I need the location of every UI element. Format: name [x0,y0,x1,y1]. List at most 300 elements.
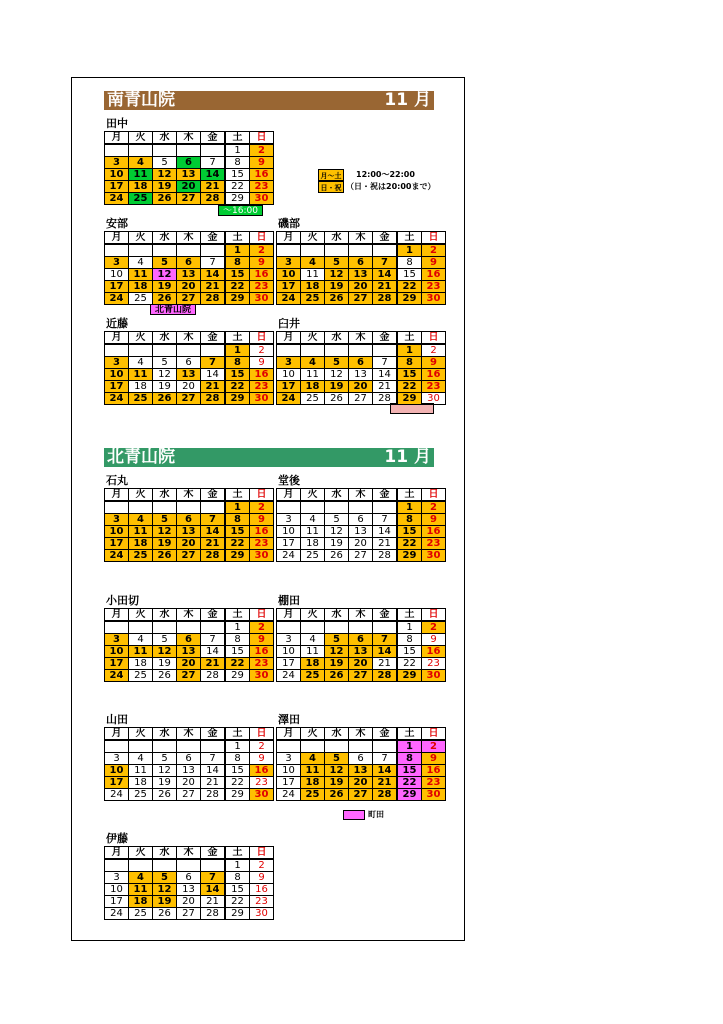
day-cell: 12 [325,765,349,777]
day-cell: 6 [177,634,201,646]
day-cell: 26 [325,789,349,801]
day-cell: 9 [422,634,446,646]
day-cell: 5 [153,872,177,884]
day-cell: 1 [225,740,250,753]
day-cell: 24 [105,293,129,305]
day-cell: 6 [177,357,201,369]
day-cell: 14 [201,169,226,181]
week-row [277,621,446,634]
weekday-header: 火 [301,728,325,741]
weekday-header: 日 [250,728,274,741]
calendar-odagiri [104,608,274,682]
day-cell [301,244,325,257]
day-cell: 28 [201,789,226,801]
day-cell: 21 [201,658,226,670]
weekday-header-row [105,728,274,741]
day-cell: 7 [373,357,398,369]
day-cell: 5 [325,753,349,765]
day-cell: 14 [201,884,226,896]
weekday-header: 土 [397,728,422,741]
day-cell: 26 [325,393,349,405]
day-cell: 12 [153,169,177,181]
day-cell [373,244,398,257]
weekday-header-row [277,728,446,741]
weekday-header-row [105,132,274,145]
day-cell: 1 [397,344,422,357]
day-cell: 22 [225,281,250,293]
day-cell: 2 [250,344,274,357]
weekday-header-row [105,332,274,345]
day-cell: 28 [373,789,398,801]
weekday-header-row [105,232,274,245]
doctor-name: 石丸 [106,474,128,487]
day-cell: 6 [177,753,201,765]
week-row [105,872,274,884]
day-cell: 3 [277,257,301,269]
day-cell: 30 [250,393,274,405]
day-cell: 3 [105,357,129,369]
day-cell: 4 [129,357,153,369]
day-cell: 3 [105,872,129,884]
day-cell: 10 [105,269,129,281]
day-cell: 8 [397,753,422,765]
weekday-header-row [105,847,274,860]
day-cell: 5 [153,753,177,765]
day-cell: 27 [349,393,373,405]
weekday-header: 土 [225,332,250,345]
week-row [277,257,446,269]
day-cell: 6 [349,357,373,369]
day-cell [301,501,325,514]
week-row [277,357,446,369]
day-cell: 26 [153,789,177,801]
day-cell: 7 [201,357,226,369]
day-cell: 12 [153,765,177,777]
weekday-header-row [277,232,446,245]
weekday-header: 水 [325,728,349,741]
day-cell: 7 [201,872,226,884]
day-cell: 24 [277,670,301,682]
day-cell [349,740,373,753]
week-row [105,269,274,281]
day-cell: 3 [277,514,301,526]
calendar-table [276,231,446,305]
day-cell: 13 [177,269,201,281]
calendar-ishimaru [104,488,274,562]
calendar-table [104,846,274,920]
day-cell: 24 [105,908,129,920]
day-cell: 2 [250,859,274,872]
day-cell: 30 [250,908,274,920]
weekday-header: 火 [129,728,153,741]
day-cell: 14 [373,646,398,658]
day-cell: 15 [225,169,250,181]
day-cell: 28 [373,550,398,562]
day-cell [201,344,226,357]
day-cell: 13 [349,765,373,777]
day-cell: 12 [153,369,177,381]
day-cell [201,244,226,257]
weekday-header: 木 [349,332,373,345]
day-cell: 12 [325,369,349,381]
calendar-dougo [276,488,446,562]
day-cell: 10 [105,765,129,777]
day-cell: 5 [325,514,349,526]
day-cell: 10 [277,646,301,658]
day-cell: 19 [325,777,349,789]
day-cell [277,621,301,634]
day-cell: 11 [301,526,325,538]
weekday-header: 日 [422,332,446,345]
day-cell: 4 [301,357,325,369]
weekday-header: 土 [225,232,250,245]
day-cell: 13 [177,884,201,896]
day-cell: 11 [129,884,153,896]
day-cell: 25 [129,193,153,205]
day-cell: 20 [177,777,201,789]
day-cell: 9 [250,357,274,369]
day-cell: 12 [325,646,349,658]
day-cell: 1 [225,621,250,634]
day-cell: 26 [153,393,177,405]
weekday-header: 水 [153,232,177,245]
weekday-header: 月 [105,847,129,860]
day-cell: 29 [225,908,250,920]
day-cell: 16 [422,646,446,658]
weekday-header: 火 [129,489,153,502]
calendar-tanada [276,608,446,682]
weekday-header: 水 [153,489,177,502]
calendar-ito [104,846,274,920]
weekday-header: 金 [373,232,398,245]
day-cell: 1 [397,621,422,634]
week-row [105,526,274,538]
day-cell: 24 [277,293,301,305]
day-cell: 23 [422,777,446,789]
day-cell: 14 [373,369,398,381]
day-cell [177,740,201,753]
week-row [105,550,274,562]
day-cell [153,501,177,514]
day-cell: 21 [201,281,226,293]
weekday-header: 日 [250,332,274,345]
week-row [277,670,446,682]
weekday-header: 日 [422,232,446,245]
doctor-name: 磯部 [278,217,300,230]
day-cell: 26 [325,670,349,682]
day-cell: 16 [422,526,446,538]
day-cell: 7 [201,514,226,526]
week-row [277,344,446,357]
day-cell: 20 [177,281,201,293]
week-row [277,538,446,550]
day-cell: 1 [225,244,250,257]
day-cell: 9 [250,157,274,169]
day-cell: 3 [105,514,129,526]
day-cell: 20 [349,777,373,789]
day-cell: 15 [397,646,422,658]
weekday-header: 木 [177,489,201,502]
day-cell: 14 [373,765,398,777]
day-cell: 9 [250,257,274,269]
day-cell: 19 [325,381,349,393]
day-cell: 23 [250,181,274,193]
day-cell: 10 [277,526,301,538]
day-cell: 22 [397,538,422,550]
weekday-header: 金 [373,728,398,741]
day-cell: 26 [153,193,177,205]
day-cell: 22 [225,181,250,193]
day-cell: 15 [225,884,250,896]
day-cell: 11 [129,269,153,281]
week-row [277,550,446,562]
day-cell: 28 [201,908,226,920]
day-cell [349,621,373,634]
day-cell: 2 [422,344,446,357]
day-cell: 20 [349,538,373,550]
day-cell: 27 [349,670,373,682]
banner-minami-aoyama [104,91,434,110]
day-cell: 19 [325,538,349,550]
day-cell: 25 [129,293,153,305]
week-row [105,381,274,393]
week-row [105,740,274,753]
calendar-table [104,331,274,405]
day-cell: 16 [422,369,446,381]
day-cell: 6 [349,257,373,269]
weekday-header: 火 [301,609,325,622]
day-cell: 1 [397,740,422,753]
weekday-header: 金 [373,332,398,345]
day-cell: 22 [397,658,422,670]
day-cell: 16 [250,169,274,181]
day-cell: 15 [225,269,250,281]
weekday-header: 金 [201,332,226,345]
day-cell: 25 [129,908,153,920]
day-cell: 6 [349,634,373,646]
day-cell: 29 [397,670,422,682]
day-cell: 11 [129,526,153,538]
day-cell: 25 [301,670,325,682]
day-cell: 5 [153,357,177,369]
day-cell: 30 [250,293,274,305]
day-cell [177,621,201,634]
day-cell: 10 [277,269,301,281]
weekday-header: 月 [277,609,301,622]
weekday-header: 木 [177,132,201,145]
day-cell: 3 [105,257,129,269]
day-cell: 24 [105,670,129,682]
day-cell: 19 [153,538,177,550]
weekday-header: 火 [129,132,153,145]
day-cell: 30 [422,789,446,801]
day-cell: 28 [373,670,398,682]
day-cell: 2 [422,621,446,634]
day-cell: 29 [397,293,422,305]
week-row [277,501,446,514]
weekday-header: 水 [153,132,177,145]
day-cell: 16 [250,369,274,381]
day-cell: 21 [201,381,226,393]
day-cell: 23 [250,538,274,550]
doctor-name: 山田 [106,713,128,726]
day-cell: 25 [301,293,325,305]
day-cell: 6 [349,514,373,526]
day-cell: 30 [250,789,274,801]
day-cell: 9 [422,514,446,526]
day-cell: 16 [422,269,446,281]
day-cell: 15 [397,526,422,538]
day-cell: 12 [325,269,349,281]
day-cell: 7 [201,753,226,765]
week-row [277,269,446,281]
day-cell: 25 [301,550,325,562]
day-cell: 16 [250,646,274,658]
day-cell: 30 [422,670,446,682]
day-cell: 17 [105,658,129,670]
day-cell [325,344,349,357]
day-cell: 28 [373,393,398,405]
day-cell: 28 [201,293,226,305]
day-cell [373,344,398,357]
day-cell: 7 [373,634,398,646]
day-cell: 20 [177,538,201,550]
legend-weekday-swatch: 月～土 [318,169,344,181]
day-cell: 26 [153,293,177,305]
week-row [105,281,274,293]
day-cell: 13 [177,526,201,538]
day-cell: 14 [373,526,398,538]
day-cell: 19 [325,281,349,293]
weekday-header: 日 [422,489,446,502]
calendar-sawada [276,727,446,801]
weekday-header-row [277,489,446,502]
day-cell: 16 [250,884,274,896]
day-cell: 23 [250,281,274,293]
weekday-header: 金 [373,489,398,502]
doctor-name: 堂後 [278,474,300,487]
day-cell: 18 [301,658,325,670]
day-cell: 14 [201,269,226,281]
day-cell [349,501,373,514]
day-cell: 22 [397,777,422,789]
day-cell: 24 [105,789,129,801]
day-cell [105,859,129,872]
day-cell: 3 [277,357,301,369]
day-cell: 19 [153,658,177,670]
weekday-header: 土 [397,489,422,502]
day-cell: 25 [301,393,325,405]
week-row [105,859,274,872]
day-cell: 18 [129,181,153,193]
day-cell [105,501,129,514]
day-cell: 29 [225,293,250,305]
day-cell [301,344,325,357]
weekday-header: 日 [250,847,274,860]
week-row [105,658,274,670]
weekday-header: 日 [250,232,274,245]
week-row [105,157,274,169]
day-cell: 4 [301,634,325,646]
week-row [105,169,274,181]
day-cell: 26 [325,550,349,562]
day-cell: 17 [105,381,129,393]
day-cell [129,144,153,157]
weekday-header: 木 [349,609,373,622]
day-cell: 6 [177,257,201,269]
day-cell: 29 [397,789,422,801]
weekday-header: 日 [422,728,446,741]
day-cell: 29 [225,550,250,562]
banner-kita-aoyama [104,448,434,467]
week-row [277,634,446,646]
day-cell: 12 [153,269,177,281]
day-cell: 26 [325,293,349,305]
day-cell: 19 [153,281,177,293]
banner-title: 南青山院 [107,90,175,110]
day-cell: 10 [277,765,301,777]
doctor-name: 伊藤 [106,832,128,845]
calendar-table [276,727,446,801]
day-cell: 15 [397,369,422,381]
week-row [105,501,274,514]
weekday-header: 月 [277,728,301,741]
day-cell: 18 [129,381,153,393]
weekday-header: 土 [225,489,250,502]
day-cell: 1 [397,244,422,257]
day-cell: 2 [422,740,446,753]
day-cell: 17 [277,281,301,293]
legend-weekday-hours: 12:00～22:00 [356,170,415,179]
day-cell: 30 [250,193,274,205]
calendar-tanaka [104,131,274,205]
day-cell: 18 [129,777,153,789]
day-cell: 15 [397,765,422,777]
day-cell: 1 [397,501,422,514]
week-row [277,369,446,381]
day-cell: 23 [422,658,446,670]
day-cell: 15 [225,646,250,658]
day-cell: 26 [153,550,177,562]
weekday-header: 火 [129,609,153,622]
day-cell: 29 [225,393,250,405]
day-cell: 2 [250,501,274,514]
day-cell: 4 [129,634,153,646]
day-cell: 16 [250,269,274,281]
day-cell: 28 [201,550,226,562]
day-cell: 8 [397,634,422,646]
day-cell [129,740,153,753]
day-cell: 17 [105,896,129,908]
day-cell [105,144,129,157]
day-cell: 11 [301,646,325,658]
day-cell: 11 [301,765,325,777]
day-cell: 16 [250,765,274,777]
day-cell: 5 [325,257,349,269]
day-cell: 12 [153,646,177,658]
day-cell: 8 [225,634,250,646]
week-row [105,896,274,908]
day-cell: 13 [177,765,201,777]
day-cell: 27 [177,393,201,405]
day-cell: 4 [301,514,325,526]
weekday-header: 木 [177,332,201,345]
day-cell [177,501,201,514]
day-cell: 24 [105,193,129,205]
day-cell: 23 [250,777,274,789]
day-cell [153,144,177,157]
day-cell: 20 [349,281,373,293]
